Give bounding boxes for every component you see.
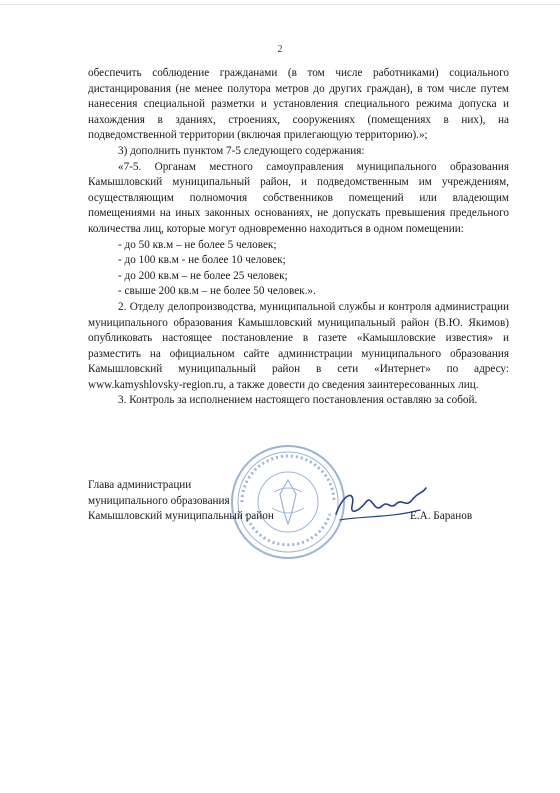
document-body <box>88 66 509 409</box>
scan-artifact-line <box>0 4 560 5</box>
list-item: - до 50 кв.м – не более 5 человек; <box>118 238 277 251</box>
signatory-name: Е.А. Баранов <box>410 510 473 522</box>
list-item: - до 200 кв.м – не более 25 человек; <box>118 269 288 282</box>
list-item: - до 100 кв.м - не более 10 человек; <box>118 254 286 267</box>
paragraph-amendment-3: 3) дополнить пунктом 7-5 следующего содержания: <box>118 144 365 157</box>
page-number: 2 <box>277 44 283 55</box>
paragraph-publication: 2. Отделу делопроизводства, муниципальной службы и контроля администрации муниципального образования Камышловский муниципальный район (В.Ю. Якимов) опубликовать настоящее постановление в газете «Камышловские известия» и разместить на официальном сайте администрации муниципального образования Камышловский муниципальный район в сети «Интернет» по адресу: www.kamyshlovsky-region.ru, а также довести до сведения заинтересованных лиц. <box>88 300 509 391</box>
list-item: - свыше 200 кв.м – не более 50 человек.». <box>118 285 316 298</box>
signatory-title <box>88 478 328 525</box>
paragraph-clause-7-5: «7-5. Органам местного самоуправления муниципального образования Камышловский муниципальный район, и подведомственным им учреждениям, осуществляющим полномочия собственников помещений или владеющим помещениями на иных законных основаниях, не допускать превышения предельного количества лиц, которые могут одновременно находиться в одном помещении: <box>88 160 509 235</box>
signatory-title-line: Камышловский муниципальный район <box>88 510 274 523</box>
paragraph-continuation: обеспечить соблюдение гражданами (в том числе работниками) социального дистанцирования (не менее полутора метров до других граждан), в том числе путем нанесения специальной разметки и установления специального режима допуска и нахождения в зданиях, строениях, сооружениях (помещениях в них), на подведомственной территории (включая прилегающую территорию).»; <box>88 67 509 142</box>
signatory-title-line: муниципального образования <box>88 494 230 507</box>
signatory-title-line: Глава администрации <box>88 479 192 491</box>
paragraph-control: 3. Контроль за исполнением настоящего постановления оставляю за собой. <box>118 394 478 407</box>
